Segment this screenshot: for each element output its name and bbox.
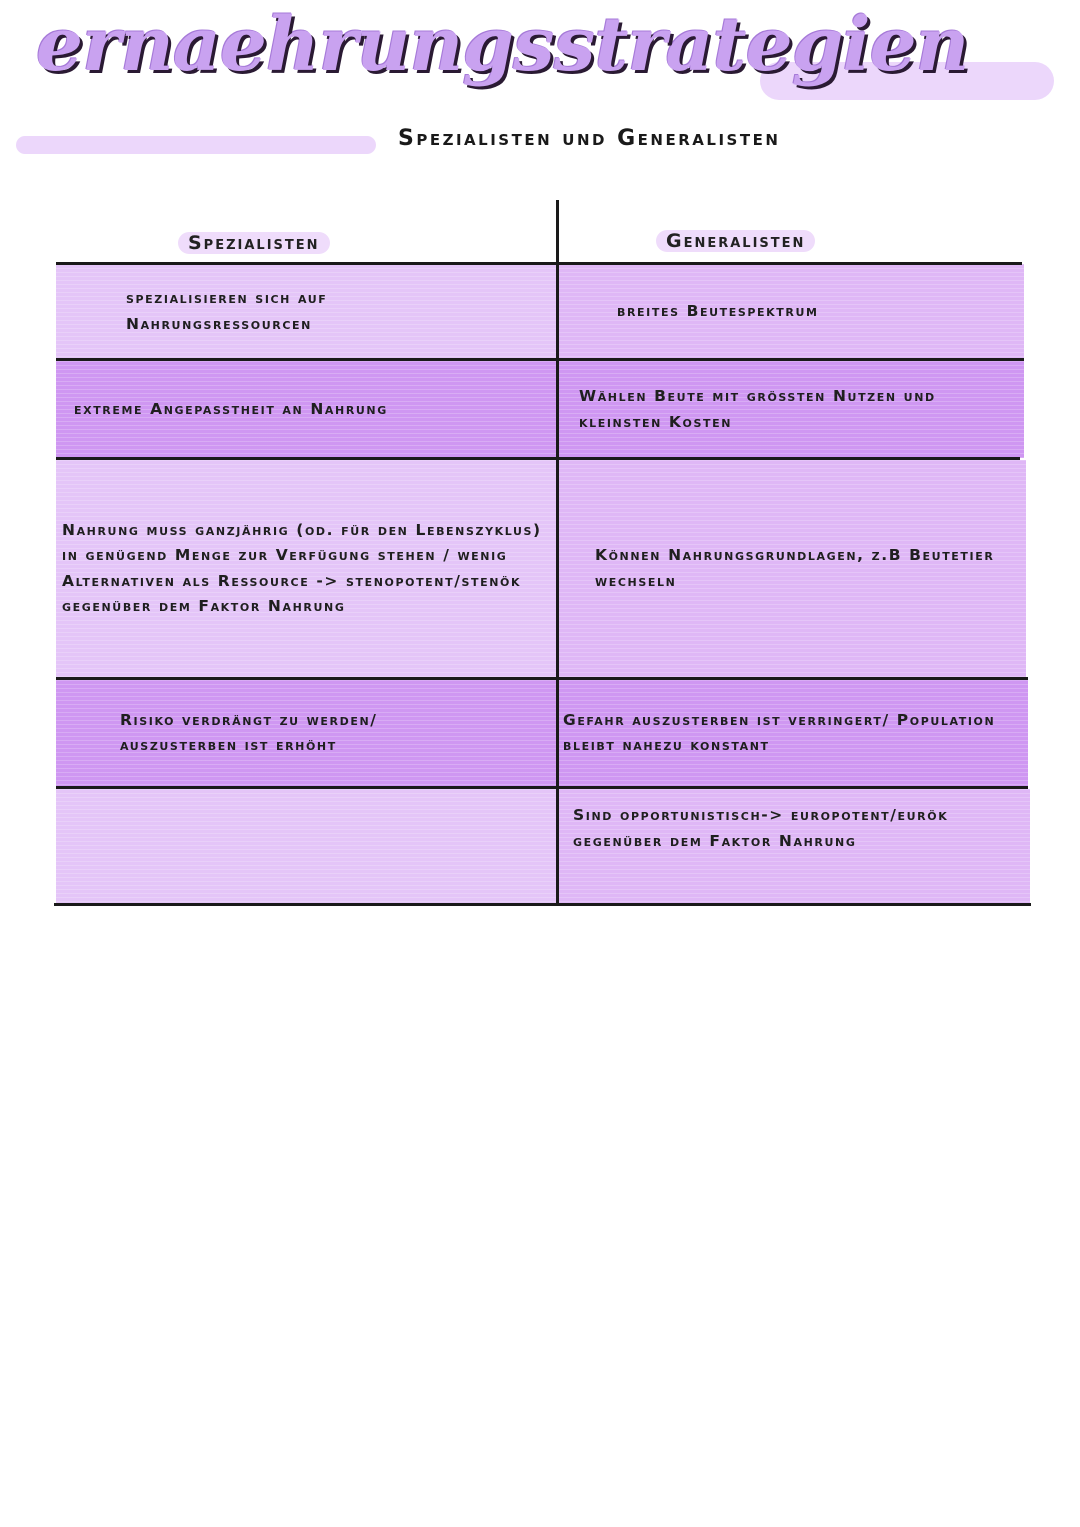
cell-specialist-4 [56, 680, 556, 786]
cell-text: Risiko verdrängt zu werden/ auszusterben ist erhöht [120, 710, 378, 754]
cell-text: Sind opportunistisch-> europotent/eurök gegenüber dem Faktor Nahrung [573, 806, 949, 850]
cell-generalist-5 [559, 789, 1030, 903]
column-header-specialists: Spezialisten [178, 232, 330, 254]
cell-text: Können Nahrungsgrundlagen, z.B Beutetier wechseln [595, 546, 995, 590]
cell-generalist-4 [559, 680, 1028, 786]
cell-text: extreme Angepasstheit an Nahrung [74, 399, 388, 418]
cell-text: Nahrung muss ganzjährig (od. für den Lebenszyklus) in genügend Menge zur Verfügung stehen / wenig Alternativen als Ressource -> stenopotent/stenök gegenüber dem Faktor Nahrung [62, 520, 542, 615]
cell-specialist-5 [56, 789, 556, 903]
cell-generalist-1 [559, 264, 1024, 359]
column-divider [556, 200, 559, 906]
row-divider [56, 457, 1020, 460]
table-header-rule [56, 262, 1022, 265]
cell-text: breites Beutespektrum [617, 301, 819, 320]
page-title: ernaehrungsstrategien [36, 2, 969, 88]
cell-text: Gefahr auszusterben ist verringert/ Population bleibt nahezu konstant [563, 710, 996, 754]
cell-generalist-2 [559, 361, 1024, 458]
cell-generalist-3 [559, 460, 1026, 677]
page-subtitle: Spezialisten und Generalisten [398, 126, 781, 151]
cell-text: spezialisieren sich auf Nahrungsressourcen [126, 289, 328, 333]
cell-specialist-2 [56, 361, 556, 458]
cell-specialist-1 [56, 264, 556, 359]
cell-text: Wählen Beute mit grössten Nutzen und kleinsten Kosten [579, 387, 936, 431]
column-header-generalists: Generalisten [656, 230, 815, 252]
row-divider [56, 358, 1024, 361]
table-bottom-rule [54, 903, 1031, 906]
cell-specialist-3 [56, 460, 556, 677]
row-divider [56, 786, 1028, 789]
highlight-bar-left [16, 136, 376, 154]
row-divider [56, 677, 1028, 680]
